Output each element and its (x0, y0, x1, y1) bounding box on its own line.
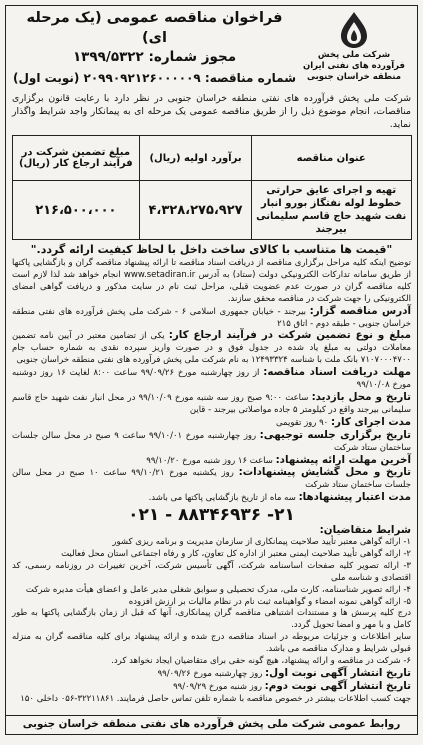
duration-label: مدت اجرای کار: (330, 415, 411, 428)
validity-text: سه ماه از تاریخ بازگشایی پاکتها می باشد. (148, 493, 296, 504)
validity-paragraph (12, 492, 411, 505)
table-header-row (12, 136, 411, 181)
address-label: آدرس مناقصه گزار: (309, 304, 412, 317)
header-guarantee: مبلغ تضمین شرکت در فرآیند ارجاع کار (ریال) (12, 136, 140, 181)
deadline-docs-text: از روز چهارشنبه مورخ ۹۹/۰۹/۲۶ ساعت ۸:۰۰ لغایت ۱۶ روز دوشنبه مورخ ۹۹/۱۰/۰۸ (12, 368, 411, 391)
tender-estimate: ۴،۳۲۸،۲۷۵،۹۲۷ (140, 181, 252, 240)
duration-text: ۹۰ روز تقویمی (275, 417, 329, 428)
info-label: جهت کسب اطلاعات بیشتر در خصوص مناقصه با شماره تلفن (194, 693, 411, 704)
deadline-docs-paragraph (12, 367, 411, 392)
logo-line-1: شرکت ملی پخش (317, 50, 391, 60)
submit-label: آخرین مهلت ارائه پیشنهاد: (275, 453, 411, 466)
address-text: بیرجند - خیابان جمهوری اسلامی ۶ - شرکت ملی پخش فرآورده های نفتی منطقه خراسان جنوبی - طبقه دوم - اتاق ۲۱۵ (12, 306, 411, 329)
session-label: تاریخ برگزاری جلسه توجیهی: (259, 428, 411, 441)
phone-number: ۰۲۱ - ۸۸۳۴۶۹۳۶ -۲۱ (128, 505, 295, 526)
logo-line-3: منطقه خراسان جنوبی (306, 72, 402, 82)
deadline-docs-label: مهلت دریافت اسناد مناقصه: (263, 366, 411, 379)
opening-text: روز یکشنبه مورخ ۹۹/۱۰/۲۱ ساعت ۱۰ صبح در محل سالن جلسات ساختمان ستاد شرکت (12, 468, 411, 491)
header-estimate: برآورد اولیه (ریال) (140, 136, 252, 181)
notice-body (6, 258, 417, 706)
opening-paragraph (12, 467, 411, 492)
tender-notice (5, 5, 418, 735)
footer: روابط عمومی شرکت ملی پخش فرآورده های نفتی منطقه خراسان جنوبی (6, 715, 417, 734)
guarantee-label: مبلغ و نوع تضمین شرکت در فرآیند ارجاع کار: (168, 329, 412, 342)
guarantee-text: یکی از تضامین معتبر در آیین نامه تضمین معاملات دولتی به مبلغ یاد شده در جدول فوق و در صورت واریز سپرده نقدی به شماره حساب جام ۷۱۰۷۰۰۰۴۷۰۰ بانک ملت با شناسه ۱۲۴۹۳۳۲۴ به نام شرکت ملی پخش فرآورده های نفتی منطقه خراسان جنوبی (12, 331, 411, 366)
header-subject: عنوان مناقصه (251, 136, 411, 181)
tender-table (12, 135, 412, 240)
session-paragraph (12, 430, 411, 455)
flame-drop-icon (331, 10, 377, 50)
validity-label: مدت اعتبار پیشنهادها: (298, 491, 411, 504)
condition-item: ۲- ارائه گواهی تأیید صلاحیت ایمنی معتبر از اداره کل تعاون، کار و رفاه اجتماعی استان محل فعالیت (61, 548, 411, 559)
session-text: روز چهارشنبه مورخ ۹۹/۱۰/۰۱ ساعت ۹ صبح در محل سالن جلسات ساختمان ستاد شرکت (12, 430, 411, 453)
condition-item: ۴- ارائه تصویر شناسنامه، کارت ملی، مدرک تحصیلی و سوابق شغلی مدیر عامل و اعضای هیأت مدیره شرکت (25, 584, 411, 595)
permit-number: مجوز شماره: ۱۳۹۹/۵۳۲۲ (72, 49, 237, 65)
visit-paragraph (12, 392, 411, 417)
address-paragraph (12, 306, 411, 331)
submit-text: ساعت ۱۶ روز شنبه مورخ ۹۹/۱۰/۲۰ (146, 455, 273, 466)
condition-item: ۵- ارائه گواهی نمونه امضاء و گواهینامه ثبت نام در نظام مالیات بر ارزش افزوده (128, 596, 411, 607)
condition-item: سایر اطلاعات و جزئیات مربوطه در اسناد مناقصه درج شده و ارائه پیشنهاد برای کلیه مناقصه گران به منزله قبولی شرایط و مدارک مناقصه می باشد. (12, 632, 411, 655)
table-row (12, 181, 411, 240)
condition-item: درج کلیه پرسش ها و مستندات اشتباهی مناقصه گران پیمانکاری، آنها که قبل از زمان بازگشایی پاکتها به طور کامل و با مهر و امضا تحویل گردد. (12, 608, 411, 631)
guarantee-paragraph (12, 330, 411, 367)
company-logo (299, 10, 409, 83)
pub2-paragraph (12, 681, 411, 694)
pub2-text: روز شنبه مورخ ۹۹/۰۹/۲۹ (173, 681, 262, 692)
pub2-label: تاریخ انتشار آگهی نوبت دوم: (264, 679, 411, 692)
tender-guarantee: ۲۱۶،۵۰۰،۰۰۰ (12, 181, 140, 240)
pub1-text: روز چهارشنبه مورخ ۹۹/۰۹/۲۶ (157, 669, 263, 679)
page-title: فراخوان مناقصه عمومی (یک مرحله ای) (26, 10, 283, 46)
logo-line-2: فرآورده های نفتی ایران (302, 61, 406, 71)
visit-label: تاریخ و محل بازدید: (311, 390, 412, 403)
conditions-title: شرایط متقاضیان: (319, 524, 411, 537)
opening-label: تاریخ و محل گشایش پیشنهادات: (238, 466, 411, 479)
quality-note: "قیمت ها متناسب با کالای ساخت داخل با لحاظ کیفیت ارائه گردد." (30, 243, 393, 256)
condition-item: ۶- شرکت در مناقصه و ارائه پیشنهاد، هیچ گونه حقی برای متقاضیان ایجاد نخواهد کرد. (111, 656, 411, 667)
info-paragraph (12, 694, 411, 706)
tender-subject: تهیه و اجرای عایق حرارتی خطوط لوله نفتگاز بورو انبار نفت شهید حاج قاسم سلیمانی بیرجند (251, 181, 411, 240)
condition-item: ۳- ارائه تصویر کلیه صفحات اساسنامه شرکت، آگهی تأسیس شرکت، آخرین تغییرات در روزنامه رسمی، کد اقتصادی و شناسه ملی (12, 560, 411, 583)
pub1-label: تاریخ انتشار آگهی نوبت اول: (265, 667, 411, 679)
condition-item: ۱- ارائه گواهی معتبر تأیید صلاحیت پیمانکاری از سازمان مدیریت و برنامه ریزی کشور (112, 537, 411, 548)
visit-text: ساعت ۹:۰۰ صبح روز سه شنبه مورخ ۹۹/۱۰/۰۹ در محل انبار نفت شهید حاج قاسم سلیمانی بیرجند واقع در کیلومتر ۵ جاده مواصلاتی بیرجند - قاین (12, 392, 411, 415)
intro-text: شرکت ملی پخش فرآورده های نفتی منطقه خراسان جنوبی در نظر دارد با رعایت قانون برگزاری مناقصات، انجام موضوع ذیل را از طریق مناقصه عمومی یک مرحله ای به پیمانکار واجد شرایط واگذار نماید. (12, 93, 411, 130)
tender-number: شماره مناقصه: ۲۰۹۹۰۹۲۱۲۶۰۰۰۰۰۹ (نوبت اول) (12, 71, 297, 85)
header (6, 6, 417, 98)
title-block (12, 8, 297, 87)
info-text: تماس حاصل فرمایند. ۳۲۲۱۱۸۶۱-۰۵۶ داخلی ۱۵۰ (20, 693, 192, 704)
setad-paragraph: توضیح اینکه کلیه مراحل برگزاری مناقصه از دریافت اسناد مناقصه تا ارائه پیشنهاد مناقصه گران و بازگشایی پاکتها از طریق سامانه تدارکات الکترونیکی دولت (ستاد) به آدرس www.setadiran.ir انجام خواهد شد لذا لازم است کلیه مناقصه گران در صورت عدم عضویت قبلی، مراحل ثبت نام در سایت مذکور و دریافت گواهی امضای الکترونیکی را جهت شرکت در مناقصه محقق سازند. (12, 258, 411, 304)
